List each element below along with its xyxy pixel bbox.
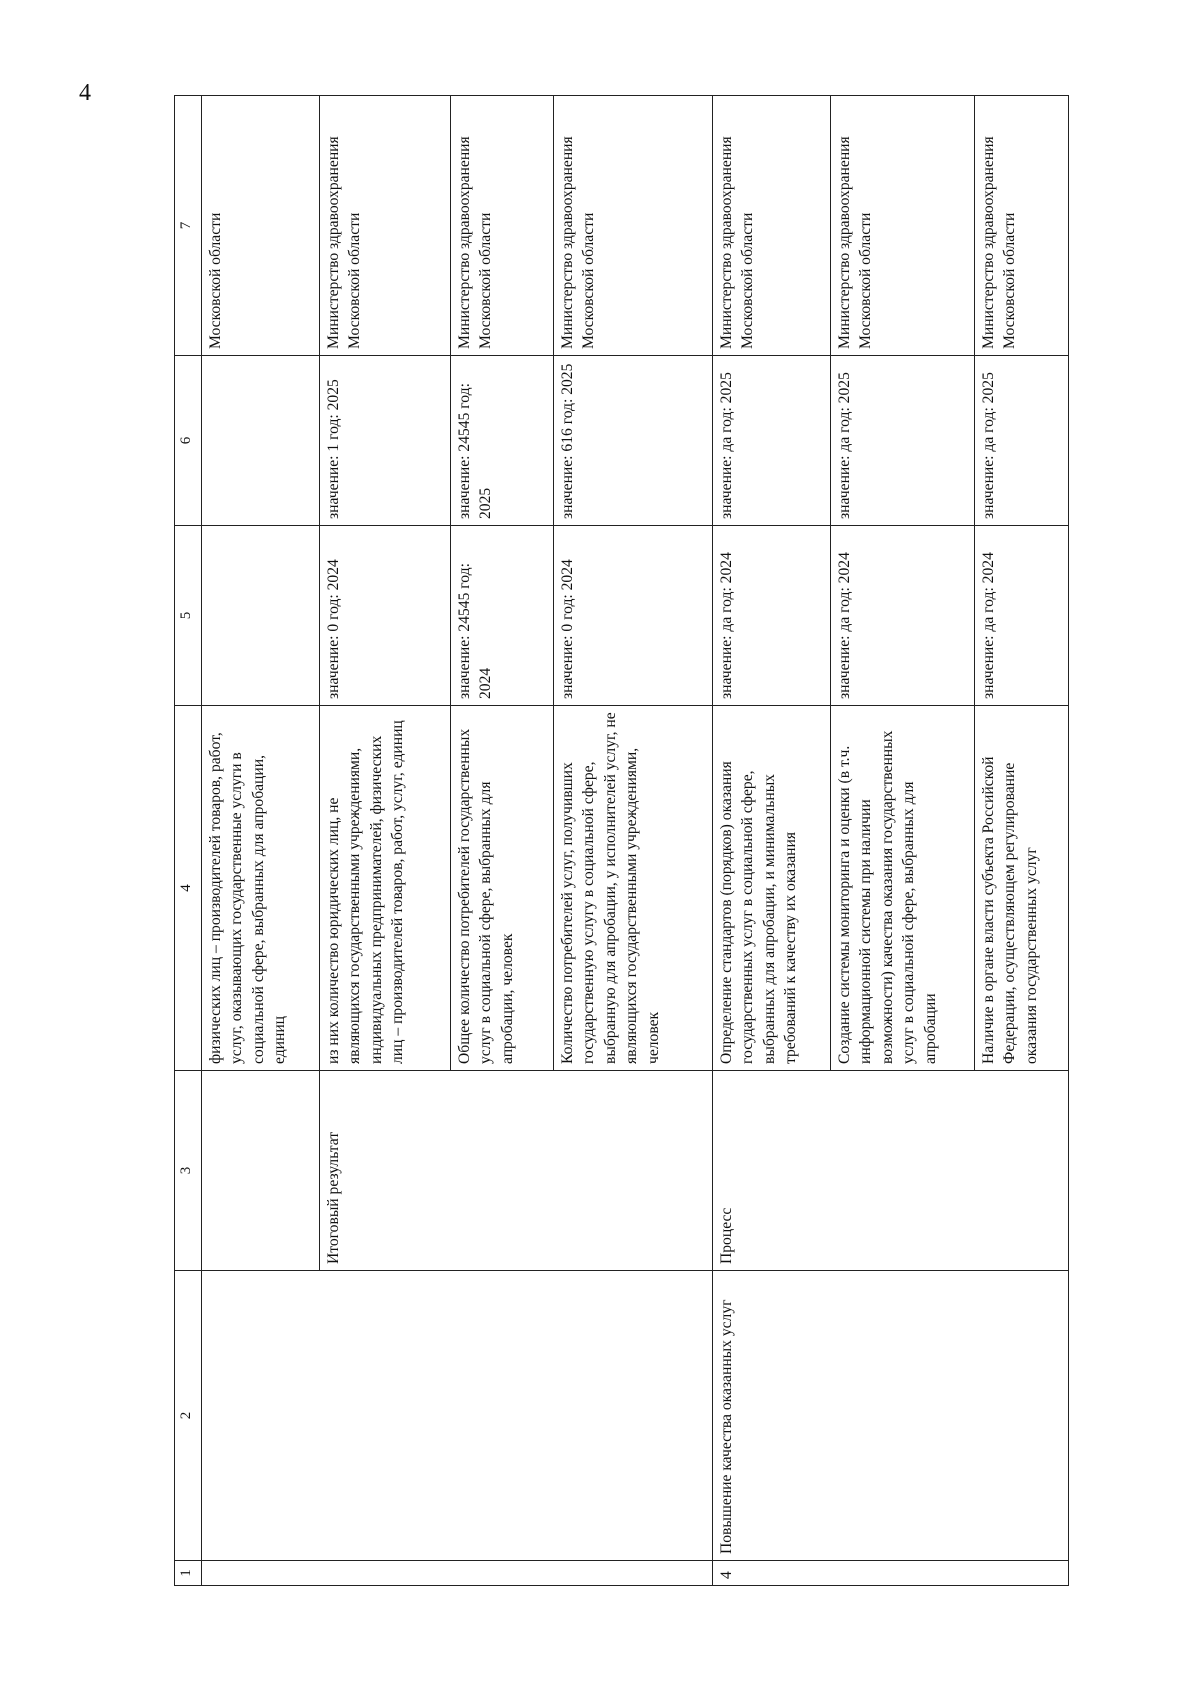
cell-target-value: [201, 356, 319, 526]
cell-base-value: значение: 24545 год: 2024: [450, 526, 553, 706]
cell-task: [974, 1271, 1069, 1561]
cell-number: [319, 1561, 450, 1586]
table-row: [712, 96, 830, 1586]
cell-target-value: значение: да год: 2025: [974, 356, 1069, 526]
cell-type: [553, 1071, 712, 1271]
page-number: 4: [79, 80, 91, 106]
cell-base-value: значение: 0 год: 2024: [319, 526, 450, 706]
cell-indicator: Наличие в органе власти субъекта Российской Федерации, осуществляющем регулирование оказания государственных услуг: [974, 706, 1069, 1071]
table-row: [830, 96, 974, 1586]
cell-responsible: Министерство здравоохранения Московской области: [319, 96, 450, 356]
cell-number: 4: [712, 1561, 830, 1586]
cell-task: [553, 1271, 712, 1561]
header-col-4: 4: [175, 706, 202, 1071]
cell-task: [450, 1271, 553, 1561]
cell-indicator: Общее количество потребителей государственных услуг в социальной сфере, выбранных для апробации, человек: [450, 706, 553, 1071]
cell-target-value: значение: 616 год: 2025: [553, 356, 712, 526]
cell-indicator: Создание системы мониторинга и оценки (в т.ч. информационной системы при наличии возможности) качества оказания государственных услуг в социальной сфере, выбранных для апробации: [830, 706, 974, 1071]
table-row: [974, 96, 1069, 1586]
header-col-3: 3: [175, 1071, 202, 1271]
cell-responsible: Министерство здравоохранения Московской области: [974, 96, 1069, 356]
header-col-1: 1: [175, 1561, 202, 1586]
cell-responsible: Министерство здравоохранения Московской области: [553, 96, 712, 356]
cell-responsible: Министерство здравоохранения Московской области: [450, 96, 553, 356]
cell-type: [974, 1071, 1069, 1271]
header-col-6: 6: [175, 356, 202, 526]
results-table: [174, 95, 1069, 1586]
cell-number: [553, 1561, 712, 1586]
cell-base-value: значение: 0 год: 2024: [553, 526, 712, 706]
cell-type: [830, 1071, 974, 1271]
rotated-table-wrapper: [174, 96, 1069, 1586]
cell-base-value: [201, 526, 319, 706]
cell-responsible: Министерство здравоохранения Московской области: [712, 96, 830, 356]
cell-type: [450, 1071, 553, 1271]
cell-indicator: физических лиц – производителей товаров, работ, услуг, оказывающих государственные услуги в социальной сфере, выбранных для апробации, единиц: [201, 706, 319, 1071]
cell-base-value: значение: да год: 2024: [712, 526, 830, 706]
header-col-5: 5: [175, 526, 202, 706]
cell-type: [201, 1071, 319, 1271]
cell-number: [450, 1561, 553, 1586]
cell-type: Процесс: [712, 1071, 830, 1271]
header-col-2: 2: [175, 1271, 202, 1561]
cell-indicator: Количество потребителей услуг, получивших государственную услугу в социальной сфере, выбранную для апробации, у исполнителей услуг, не являющихся государственными учреждениями, человек: [553, 706, 712, 1071]
header-col-7: 7: [175, 96, 202, 356]
table-row: [450, 96, 553, 1586]
cell-indicator: из них количество юридических лиц, не являющихся государственными учреждениями, индивидуальных предпринимателей, физических лиц – производителей товаров, работ, услуг, единиц: [319, 706, 450, 1071]
cell-task: Повышение качества оказанных услуг: [712, 1271, 830, 1561]
cell-base-value: значение: да год: 2024: [974, 526, 1069, 706]
table-row: [319, 96, 450, 1586]
cell-number: [201, 1561, 319, 1586]
cell-indicator: Определение стандартов (порядков) оказания государственных услуг в социальной сфере, выбранных для апробации, и минимальных требований к качеству их оказания: [712, 706, 830, 1071]
cell-task: [201, 1271, 319, 1561]
cell-target-value: значение: 24545 год: 2025: [450, 356, 553, 526]
cell-target-value: значение: да год: 2025: [830, 356, 974, 526]
cell-target-value: значение: да год: 2025: [712, 356, 830, 526]
table-row: [201, 96, 319, 1586]
cell-target-value: значение: 1 год: 2025: [319, 356, 450, 526]
cell-responsible: Московской области: [201, 96, 319, 356]
cell-number: [974, 1561, 1069, 1586]
table-row: [553, 96, 712, 1586]
cell-task: [830, 1271, 974, 1561]
cell-task: [319, 1271, 450, 1561]
cell-number: [830, 1561, 974, 1586]
header-row: [175, 96, 202, 1586]
cell-responsible: Министерство здравоохранения Московской области: [830, 96, 974, 356]
cell-base-value: значение: да год: 2024: [830, 526, 974, 706]
cell-type: Итоговый результат: [319, 1071, 450, 1271]
